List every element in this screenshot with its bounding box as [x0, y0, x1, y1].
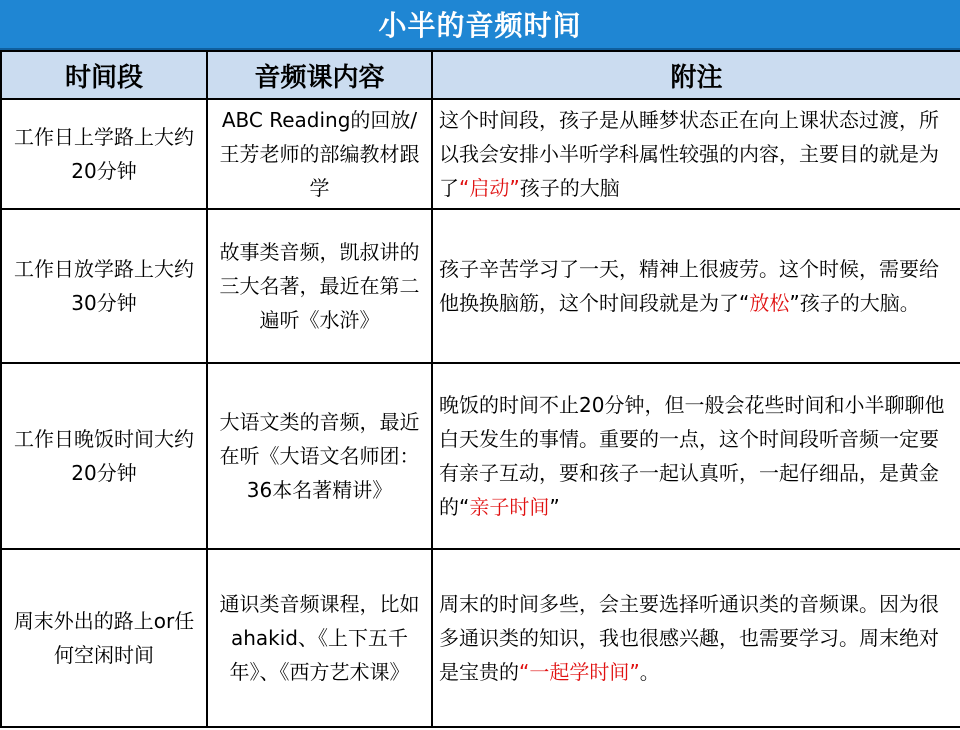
header-row — [1, 51, 960, 99]
time-cell: 工作日上学路上大约20分钟 — [1, 99, 207, 209]
table-row — [1, 209, 960, 363]
note-text: ”孩子的大脑。 — [789, 291, 920, 315]
table-row — [1, 549, 960, 727]
note-highlight: “一起学时间” — [519, 660, 640, 684]
content-cell: 通识类音频课程，比如ahakid、《上下五千年》、《西方艺术课》 — [207, 549, 432, 727]
time-cell: 工作日晚饭时间大约20分钟 — [1, 363, 207, 549]
note-text: ” — [549, 495, 560, 519]
time-cell: 工作日放学路上大约30分钟 — [1, 209, 207, 363]
note-cell — [432, 363, 960, 549]
table-row — [1, 99, 960, 209]
content-cell: ABC Reading的回放/王芳老师的部编教材跟学 — [207, 99, 432, 209]
note-cell — [432, 99, 960, 209]
note-cell — [432, 549, 960, 727]
note-text: 。 — [639, 660, 660, 684]
note-text: 周末的时间多些，会主要选择听通识类的音频课。因为很多通识类的知识，我也很感兴趣，也需要学习。周末绝对是宝贵的 — [439, 592, 939, 684]
page-title: 小半的音频时间 — [0, 0, 960, 50]
note-text: 孩子辛苦学习了一天，精神上很疲劳。这个时候，需要给他换换脑筋，这个时间段就是为了“ — [439, 257, 939, 315]
time-cell: 周末外出的路上or任何空闲时间 — [1, 549, 207, 727]
note-highlight: 亲子时间 — [469, 495, 550, 519]
note-text: 孩子的大脑 — [519, 176, 620, 200]
content-cell: 故事类音频，凯叔讲的三大名著，最近在第二遍听《水浒》 — [207, 209, 432, 363]
note-cell — [432, 209, 960, 363]
header-notes: 附注 — [432, 51, 960, 99]
content-cell: 大语文类的音频，最近在听《大语文名师团：36本名著精讲》 — [207, 363, 432, 549]
note-text: 这个时间段，孩子是从睡梦状态正在向上课状态过渡，所以我会安排小半听学科属性较强的内容，主要目的就是为了 — [439, 108, 939, 200]
header-audio-content: 音频课内容 — [207, 51, 432, 99]
note-highlight: 放松 — [749, 291, 790, 315]
note-text: 晚饭的时间不止20分钟，但一般会花些时间和小半聊聊他白天发生的事情。重要的一点，这个时间段听音频一定要有亲子互动，要和孩子一起认真听，一起仔细品，是黄金的“ — [439, 393, 945, 519]
table-row — [1, 363, 960, 549]
header-time-period: 时间段 — [1, 51, 207, 99]
note-highlight: “启动” — [459, 176, 520, 200]
schedule-table — [0, 50, 960, 728]
